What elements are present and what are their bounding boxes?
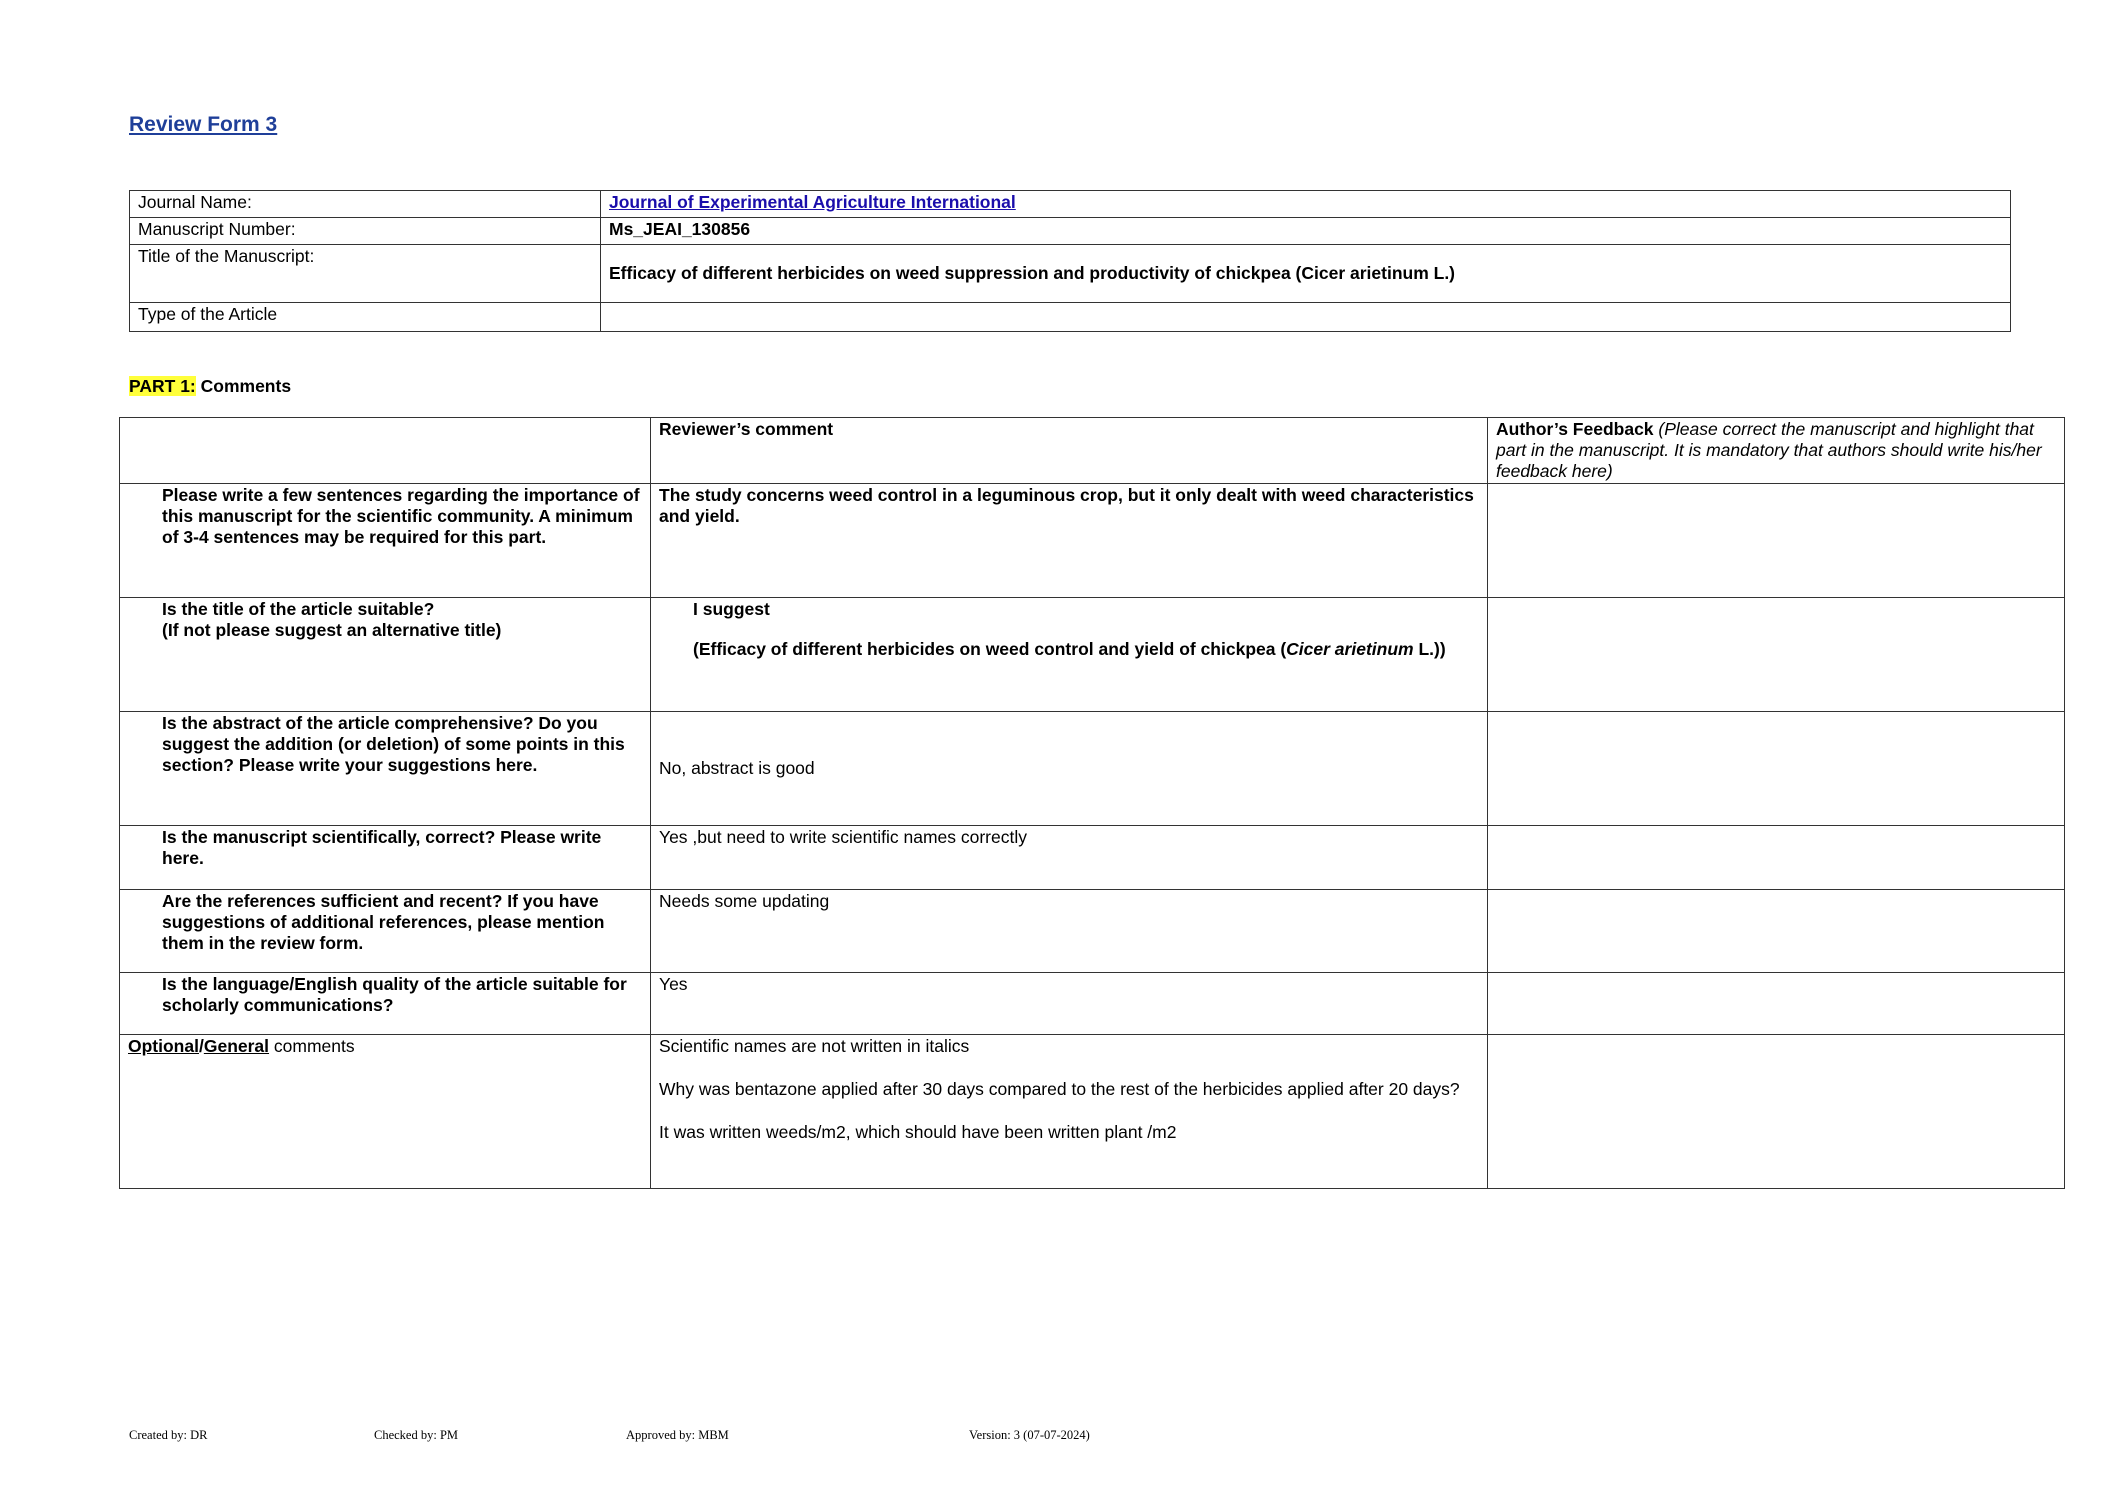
table-row [120,973,2065,1035]
alt-title-species: Cicer arietinum [1286,639,1414,659]
alt-title-prefix: (Efficacy of different herbicides on weed control and yield of chickpea ( [693,639,1287,659]
article-type-label: Type of the Article [130,303,601,332]
manuscript-info-table [129,190,2011,332]
footer-created: Created by: DR [129,1428,208,1442]
author-feedback-scientific[interactable] [1488,826,2065,890]
alt-title-suffix: L.)) [1413,639,1446,659]
optional-comment-1: Scientific names are not written in italics [659,1036,970,1056]
author-feedback-title: Author’s Feedback [1496,419,1654,439]
question-title [120,598,651,712]
comments-label: comments [269,1036,355,1056]
table-row [120,598,2065,712]
footer-approved: Approved by: MBM [626,1428,729,1442]
reviewer-comment-scientific: Yes ,but need to write scientific names correctly [651,826,1488,890]
author-feedback-references[interactable] [1488,890,2065,973]
author-feedback-importance[interactable] [1488,484,2065,598]
table-row [120,484,2065,598]
table-row [120,826,2065,890]
optional-comment-2: Why was bentazone applied after 30 days compared to the rest of the herbicides applied after 20 days? [659,1079,1460,1099]
reviewer-comment-references: Needs some updating [651,890,1488,973]
manuscript-title-value: Efficacy of different herbicides on weed suppression and productivity of chickpea (Cicer arietinum L.) [601,245,2011,303]
author-feedback-title[interactable] [1488,598,2065,712]
header-author-feedback [1488,418,2065,484]
journal-label: Journal Name: [130,191,601,218]
table-row [120,712,2065,826]
part1-heading [129,376,291,397]
reviewer-comment-language: Yes [651,973,1488,1035]
manuscript-title-label: Title of the Manuscript: [130,245,601,303]
author-feedback-instructions: (Please correct the manuscript and highlight that part in the manuscript. It is mandatory that authors should write his/her feedback here) [1496,419,2042,481]
question-abstract: Is the abstract of the article comprehensive? Do you suggest the addition (or deletion) of some points in this section? Please write your suggestions here. [120,712,651,826]
optional-sep: / [198,1036,204,1056]
question-scientific: Is the manuscript scientifically, correct? Please write here. [120,826,651,890]
reviewer-comment-abstract: No, abstract is good [651,712,1488,826]
author-feedback-language[interactable] [1488,973,2065,1035]
article-type-row [130,303,2011,332]
question-title-line2: (If not please suggest an alternative title) [162,620,502,640]
question-references: Are the references sufficient and recent? If you have suggestions of additional references, please mention them in the review form. [120,890,651,973]
part1-label: Comments [195,376,292,396]
reviewer-comment-title [651,598,1488,712]
optional-general-label [120,1035,651,1189]
author-feedback-abstract[interactable] [1488,712,2065,826]
optional-label: Optional [128,1036,199,1056]
manuscript-number-value: Ms_JEAI_130856 [601,218,2011,245]
article-type-value [601,303,2011,332]
table-row [120,890,2065,973]
footer-checked: Checked by: PM [374,1428,459,1442]
header-reviewer-comment: Reviewer’s comment [651,418,1488,484]
manuscript-number-label: Manuscript Number: [130,218,601,245]
optional-comment-3: It was written weeds/m2, which should have been written plant /m2 [659,1122,1177,1142]
journal-link[interactable]: Journal of Experimental Agriculture International [609,192,1016,212]
comments-table [119,417,2065,1189]
question-title-line1: Is the title of the article suitable? [162,599,435,619]
reviewer-title-suggest: I suggest [693,599,770,619]
part1-highlight: PART 1: [129,376,196,396]
general-label: General [203,1036,270,1056]
reviewer-title-alternative [693,639,1479,660]
optional-comments-row [120,1035,2065,1189]
reviewer-optional-comments [651,1035,1488,1189]
comments-header-row [120,418,2065,484]
journal-value-cell [601,191,2011,218]
header-question-cell [120,418,651,484]
author-feedback-optional[interactable] [1488,1035,2065,1189]
question-language: Is the language/English quality of the article suitable for scholarly communications? [120,973,651,1035]
reviewer-comment-importance: The study concerns weed control in a leguminous crop, but it only dealt with weed characteristics and yield. [651,484,1488,598]
manuscript-title-row [130,245,2011,303]
journal-row [130,191,2011,218]
manuscript-number-row [130,218,2011,245]
form-title: Review Form 3 [129,113,278,136]
question-importance: Please write a few sentences regarding the importance of this manuscript for the scientific community. A minimum of 3-4 sentences may be required for this part. [120,484,651,598]
footer-version: Version: 3 (07-07-2024) [969,1428,1090,1442]
